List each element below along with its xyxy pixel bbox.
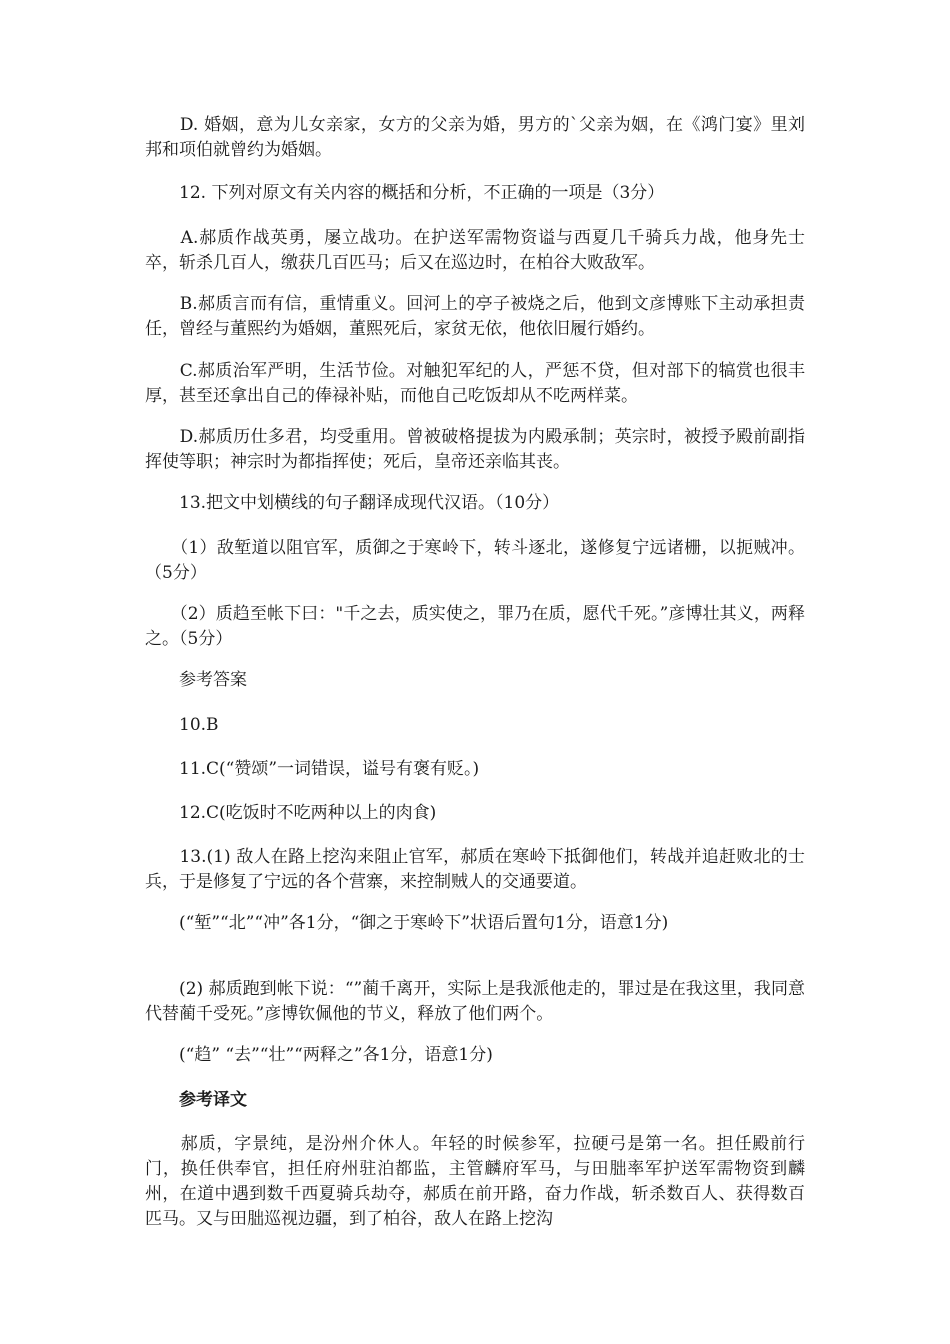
translation-heading: 参考译文	[145, 1090, 247, 1110]
answer-10: 10.B	[145, 715, 219, 735]
question-13-stem: 13.把文中划横线的句子翻译成现代汉语。（10分）	[145, 493, 560, 513]
question-12-option-a: A.郝质作战英勇，屡立战功。在护送军需物资谥与西夏几千骑兵力战，他身先士卒，斩杀几百人，缴获几百匹马；后又在巡边时，在柏谷大败敌军。	[145, 228, 805, 273]
question-12-option-d: D.郝质历仕多君，均受重用。曾被破格提拔为内殿承制；英宗时，被授予殿前副指挥使等职；神宗时为都指挥使；死后，皇帝还亲临其丧。	[145, 427, 805, 472]
answer-11: 11.C(“赞颂”一词错误，谥号有褒有贬。)	[145, 759, 480, 779]
answer-heading: 参考答案	[145, 670, 247, 690]
question-13-part-1: （1）敌堑道以阻官军，质御之于寒岭下，转斗逐北，遂修复宁远诸栅，以扼贼冲。（5分）	[145, 538, 805, 583]
question-12-option-c: C.郝质治军严明，生活节俭。对触犯军纪的人，严惩不贷，但对部下的犒赏也很丰厚，甚至还拿出自己的俸禄补贴，而他自己吃饭却从不吃两样菜。	[145, 361, 805, 406]
translation-body: 郝质，字景纯，是汾州介休人。年轻的时候参军，拉硬弓是第一名。担任殿前行门，换任供奉官，担任府州驻泊都监，主管麟府军马，与田朏率军护送军需物资到麟州，在道中遇到数千西夏骑兵劫夺，郝质在前开路，奋力作战，斩杀数百人、获得数百匹马。又与田朏巡视边疆，到了柏谷，敌人在路上挖沟	[145, 1134, 805, 1229]
answer-12: 12.C(吃饭时不吃两种以上的肉食)	[145, 803, 437, 823]
question-13-part-2: （2）质趋至帐下曰："千之去，质实使之，罪乃在质，愿代千死。”彦博壮其义，两释之。（5分）	[145, 604, 805, 649]
answer-13-part-1: 13.(1) 敌人在路上挖沟来阻止官军，郝质在寒岭下抵御他们，转战并追赶败北的士兵，于是修复了宁远的各个营寨，来控制贼人的交通要道。	[145, 847, 805, 892]
option-d-marriage: D. 婚姻，意为儿女亲家，女方的父亲为婚，男方的`父亲为姻，在《鸿门宴》里刘邦和项伯就曾约为婚姻。	[145, 115, 805, 160]
question-12-option-b: B.郝质言而有信，重情重义。回河上的亭子被烧之后，他到文彦博账下主动承担责任，曾经与董熙约为婚姻，董熙死后，家贫无依，他依旧履行婚约。	[145, 294, 805, 339]
question-12-stem: 12. 下列对原文有关内容的概括和分析，不正确的一项是（3分）	[145, 183, 665, 203]
answer-13-part-2: (2) 郝质跑到帐下说：“”蔺千离开，实际上是我派他走的，罪过是在我这里，我同意代替蔺千受死。”彦博钦佩他的节义，释放了他们两个。	[145, 979, 805, 1024]
answer-13-part-2-scoring: (“趋” “去”“壮”“两释之”各1分，语意1分)	[145, 1045, 493, 1065]
answer-13-part-1-scoring: (“堑”“北”“冲”各1分，“御之于寒岭下”状语后置句1分，语意1分)	[145, 913, 669, 933]
